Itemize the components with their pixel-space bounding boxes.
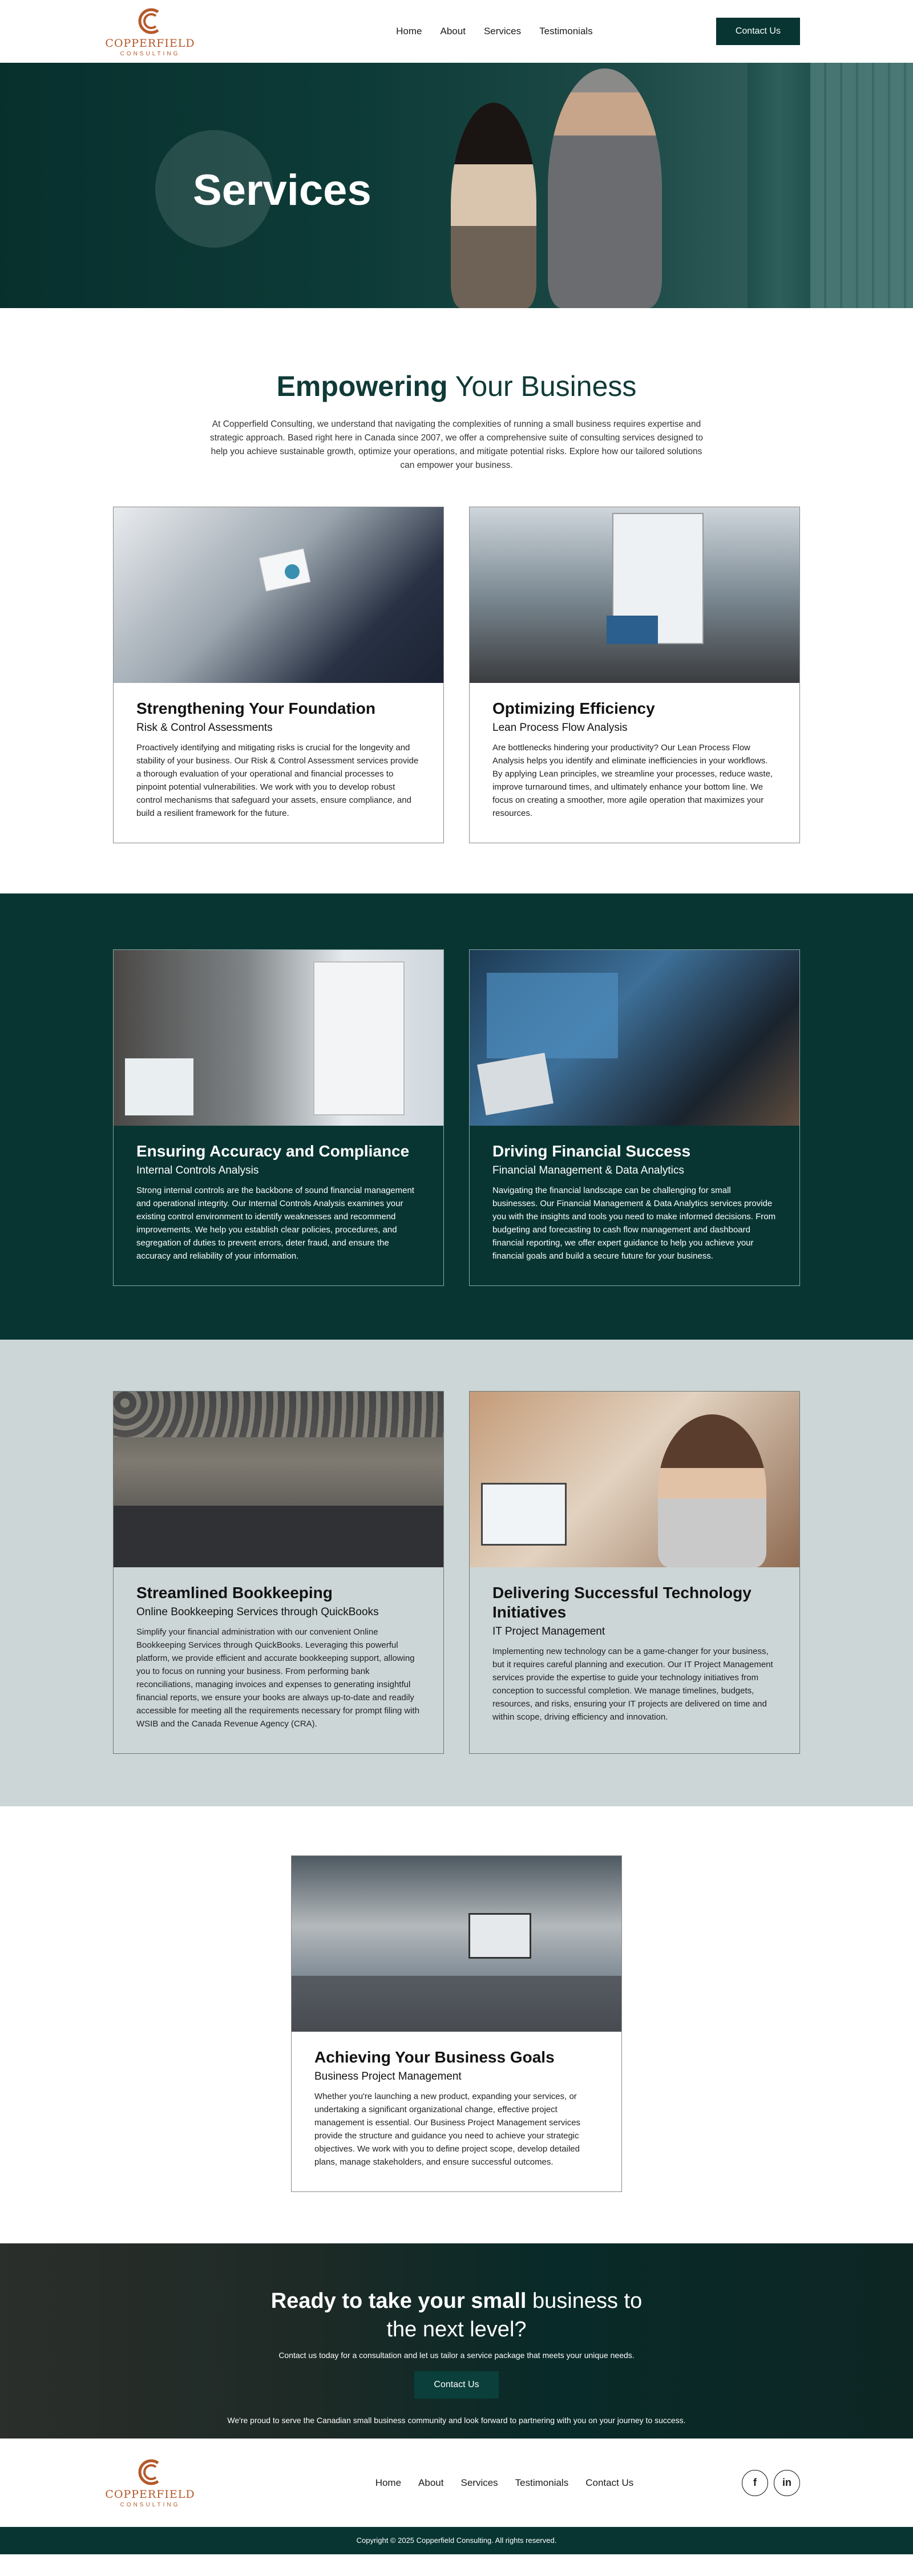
service-title: Ensuring Accuracy and Compliance [136,1142,410,1160]
service-subtitle: Internal Controls Analysis [136,1164,259,1176]
footer-nav-about[interactable]: About [418,2477,444,2488]
site-footer [0,2438,913,2527]
service-text: Proactively identifying and mitigating risks is crucial for the longevity and stability of your business. Our Risk & Control Assessment services provide a thorough evaluation of your operational and financial processes to pinpoint potential vulnerabilities. We work with you to develop robust control mechanisms that safeguard your assets, ensure compliance, and build a resilient framework for the future. [136,743,419,818]
service-card-internal-controls [113,949,444,1286]
cta-subtext: Contact us today for a consultation and let us tailor a service package that meets your unique needs. [278,2351,635,2360]
service-text: Whether you're launching a new product, expanding your services, or undertaking a significant organizational change, effective project management is essential. Our Business Project Management services provide the structure and guidance you need to achieve your strategic objectives. We work with you to define project scope, develop detailed plans, manage stakeholders, and ensure successful outcomes. [314,2092,581,2167]
footer-nav-services[interactable]: Services [460,2477,498,2488]
copyright-bar: Copyright © 2025 Copperfield Consulting. All rights reserved. [0,2527,913,2554]
nav-home[interactable]: Home [396,26,422,37]
intro-text: At Copperfield Consulting, we understand that navigating the complexities of running a small business requires expertise and strategic approach. Based right here in Canada since 2007, we offer a comprehensive suite of consulting services designed to help you achieve sustainable growth, optimize your operations, and mitigate potential risks. Explore how our tailored solutions can empower your business. [210,419,703,470]
service-card-financial [469,949,800,1286]
services-section-2 [0,893,913,1340]
footer-nav-contact[interactable]: Contact Us [585,2477,634,2488]
service-title: Optimizing Efficiency [492,699,655,717]
cta-contact-button[interactable]: Contact Us [414,2371,498,2399]
service-card-lean [469,507,800,843]
service-title: Driving Financial Success [492,1142,691,1160]
service-photo-lean [470,507,799,683]
service-subtitle: Online Bookkeeping Services through QuickBooks [136,1606,379,1618]
main-nav [396,26,593,37]
cta-banner [0,2243,913,2438]
brand-name: COPPERFIELD [105,37,195,50]
intro-heading: Empowering Your Business [276,370,637,402]
facebook-icon[interactable]: f [742,2470,768,2496]
service-text: Strong internal controls are the backbone of sound financial management and operational integrity. Our Internal Controls Analysis examines your existing control environment to identify weaknesses and recommend improvements. We help you establish clear policies, procedures, and segregation of duties to prevent errors, deter fraud, and ensure the accuracy and reliability of your information. [136,1186,414,1261]
footer-nav-home[interactable]: Home [375,2477,402,2488]
service-text: Navigating the financial landscape can be challenging for small businesses. Our Financial Management & Data Analytics services provide you with the insights and tools you need to make informed decisions. From budgeting and forecasting to cash flow management and dashboard financial reporting, we offer expert guidance to help you achieve your financial goals and build a secure future for your business. [492,1186,776,1261]
service-title: Delivering Successful Technology Initiatives [492,1584,752,1621]
service-photo-business-pm [292,1856,621,2032]
site-header [0,0,913,63]
service-title: Streamlined Bookkeeping [136,1584,333,1602]
service-card-business-pm [291,1855,622,2192]
service-subtitle: Business Project Management [314,2070,462,2082]
service-card-risk [113,507,444,843]
cta-note: We're proud to serve the Canadian small business community and look forward to partnering with you on your journey to success. [227,2416,686,2425]
copperfield-logo-icon [135,6,165,36]
linkedin-icon[interactable]: in [774,2470,800,2496]
footer-nav-testimonials[interactable]: Testimonials [515,2477,569,2488]
footer-logo[interactable] [105,2457,195,2508]
social-links [742,2470,800,2496]
brand-sub: CONSULTING [120,2502,180,2508]
service-text: Implementing new technology can be a game-changer for your business, but it requires careful planning and execution. Our IT Project Management services provide the expertise to guide your technology initiatives from conception to successful completion. We manage timelines, budgets, resources, and risks, ensuring your IT projects are delivered on time and within scope, driving efficiency and innovation. [492,1647,773,1722]
cta-heading: Ready to take your small business to the next level? [270,2289,643,2342]
services-section-3 [0,1340,913,1806]
service-photo-risk [114,507,443,683]
service-subtitle: IT Project Management [492,1625,605,1637]
footer-nav [375,2477,634,2489]
nav-services[interactable]: Services [483,26,522,37]
header-contact-button[interactable]: Contact Us [716,18,800,45]
service-card-bookkeeping [113,1391,444,1754]
brand-logo[interactable] [105,6,195,57]
service-text: Are bottlenecks hindering your productivity? Our Lean Process Flow Analysis helps you identify and eliminate inefficiencies in your workflows. By applying Lean principles, we streamline your processes, reduce waste, improve turnaround times, and ultimately enhance your bottom line. We focus on creating a smoother, more agile operation that maximizes your resources. [492,743,773,818]
hero-person-man [548,68,662,308]
page-title: Services [193,166,371,215]
hero-person-woman [451,103,536,308]
copperfield-logo-icon [135,2457,165,2487]
service-title: Strengthening Your Foundation [136,699,375,717]
intro-section [0,308,913,507]
services-section-1 [0,507,913,893]
service-photo-bookkeeping [114,1392,443,1567]
brand-name: COPPERFIELD [105,2488,195,2501]
services-section-4 [0,1806,913,2243]
service-subtitle: Lean Process Flow Analysis [492,722,628,734]
service-photo-financial [470,950,799,1126]
service-subtitle: Risk & Control Assessments [136,722,273,734]
nav-testimonials[interactable]: Testimonials [539,26,593,37]
service-title: Achieving Your Business Goals [314,2048,555,2066]
service-photo-internal-controls [114,950,443,1126]
service-photo-it-pm [470,1392,799,1567]
service-text: Simplify your financial administration with our convenient Online Bookkeeping Services through QuickBooks. Leveraging this powerful platform, we provide efficient and accurate bookkeeping support, allowing you to focus on running your business. From performing bank reconciliations, managing invoices and expenses to generating insightful financial reports, we ensure your books are always up-to-date and readily accessible for meeting all the requirements necessary for prompt filing with WSIB and the Canada Revenue Agency (CRA). [136,1627,420,1729]
nav-about[interactable]: About [440,26,466,37]
brand-sub: CONSULTING [120,50,180,57]
service-card-it-pm [469,1391,800,1754]
service-subtitle: Financial Management & Data Analytics [492,1164,684,1176]
hero-banner [0,63,913,308]
